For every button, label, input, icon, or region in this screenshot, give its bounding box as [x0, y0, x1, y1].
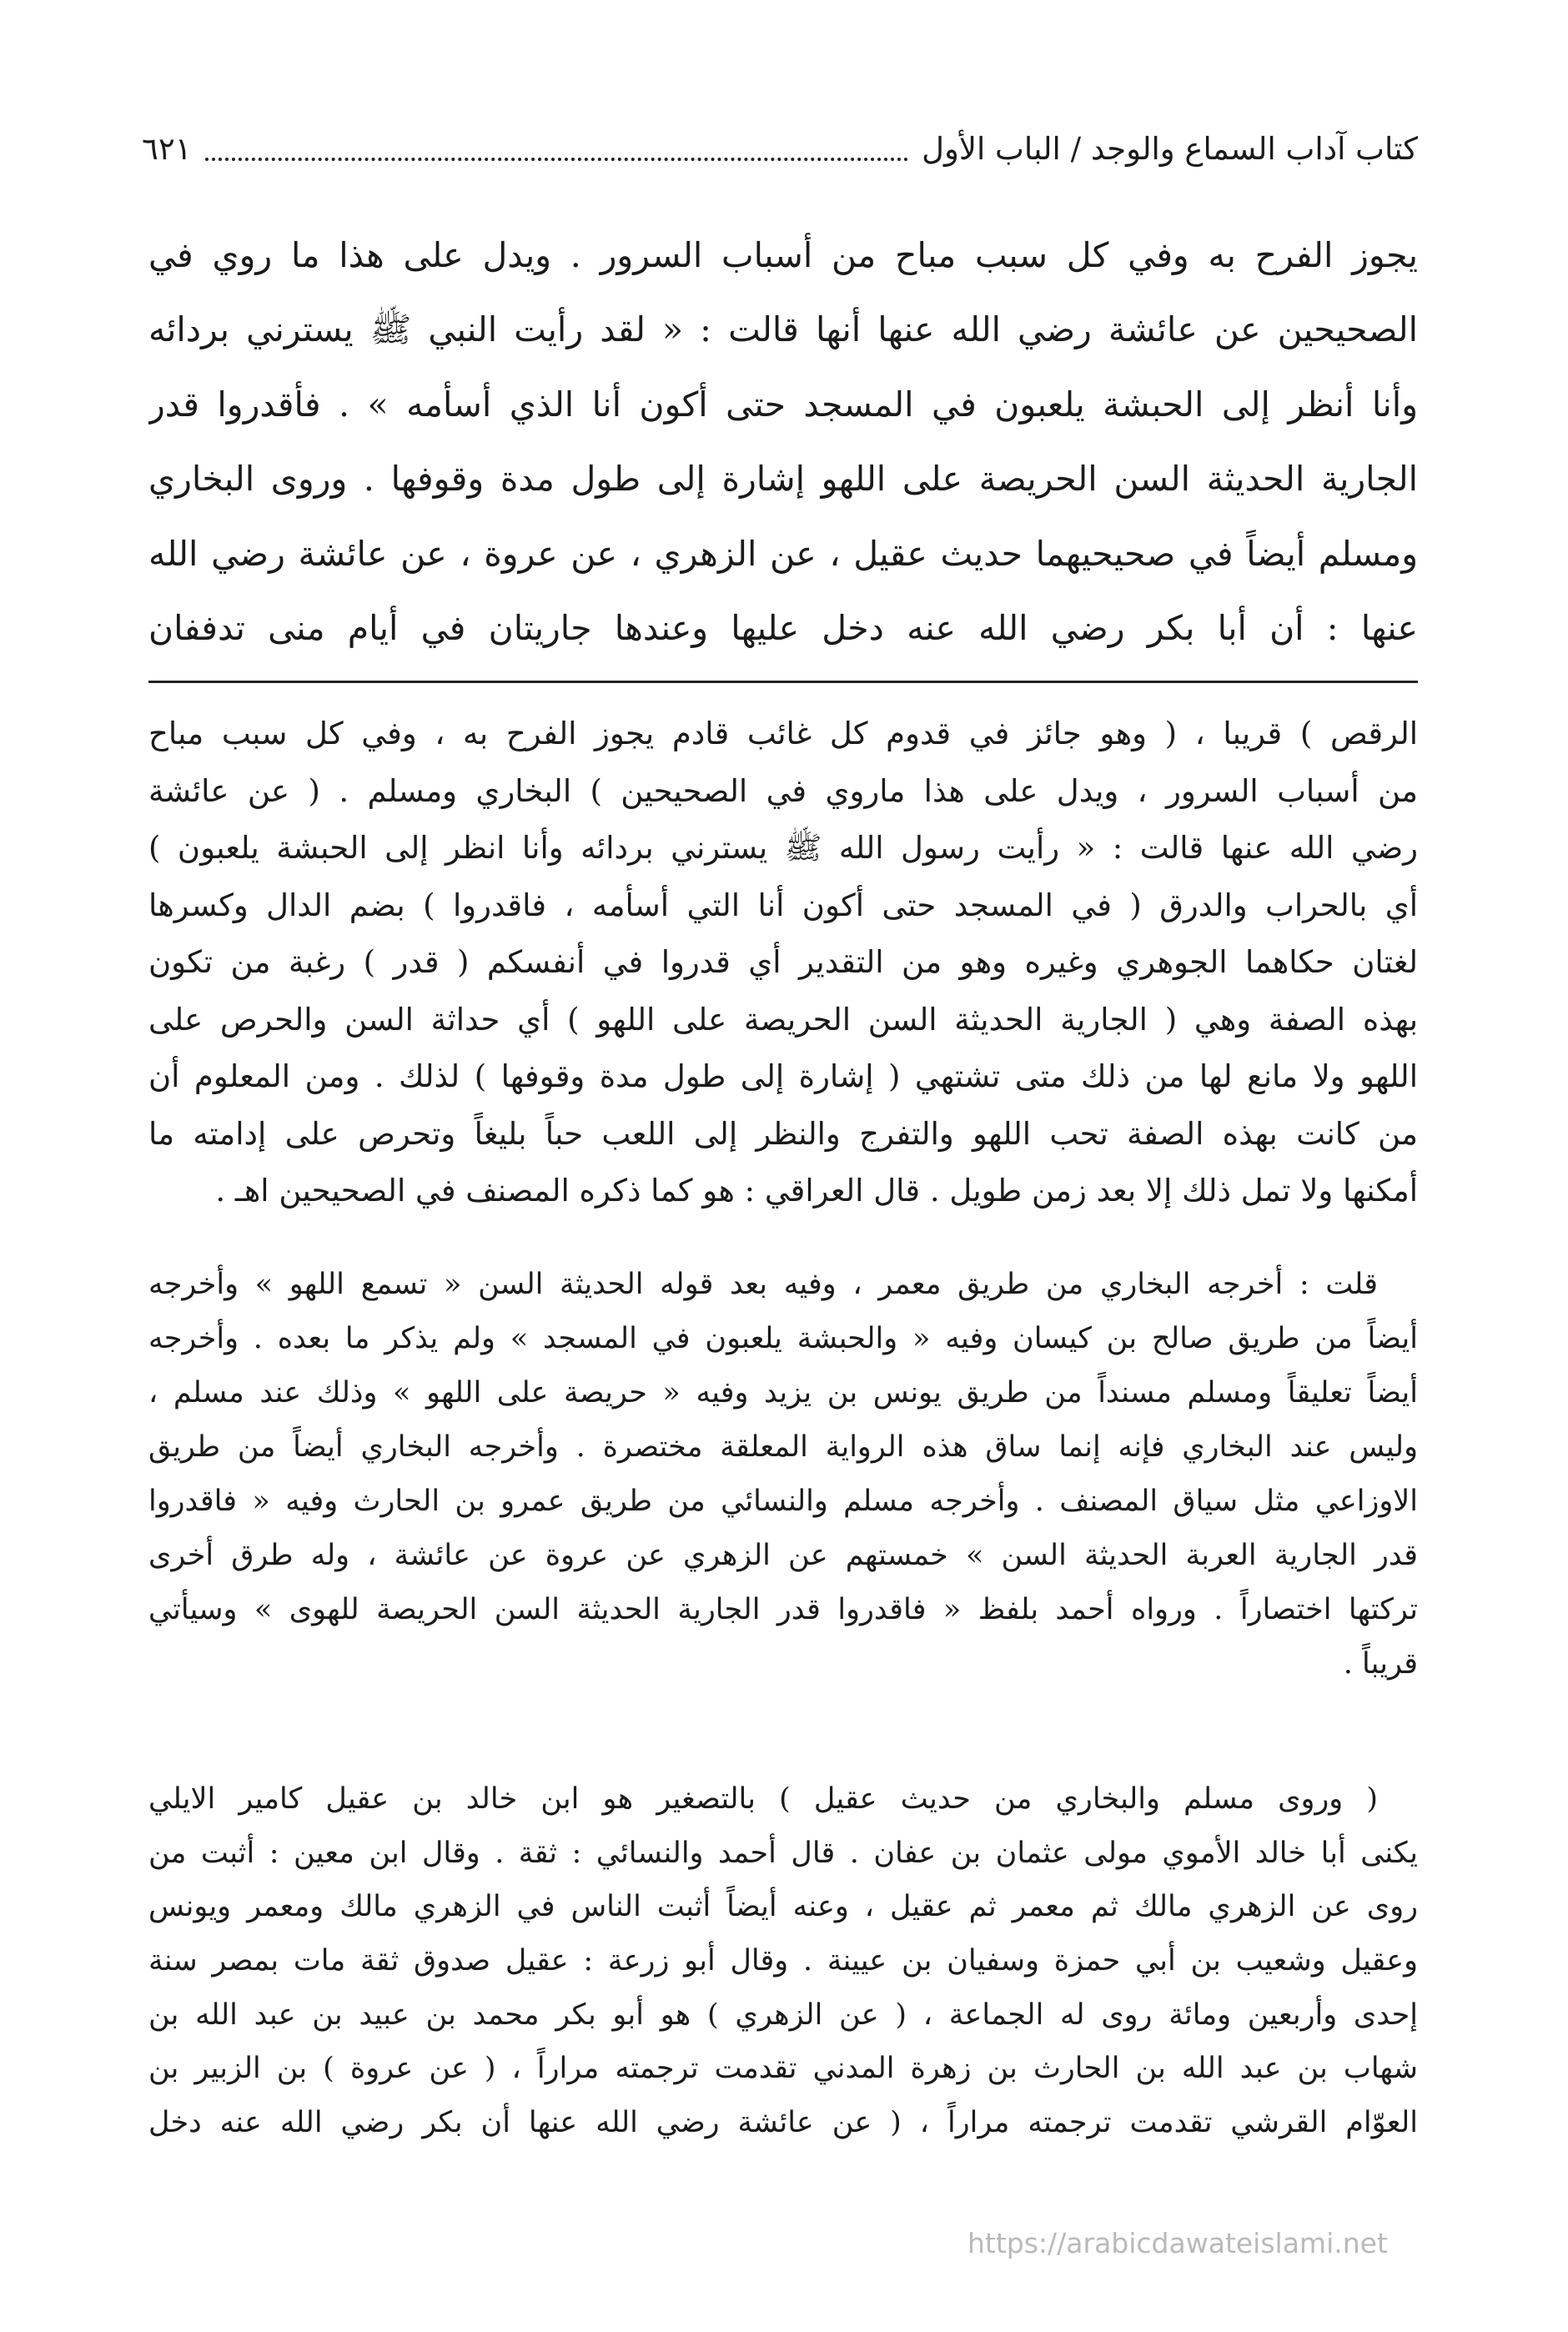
commentary-line: إحدى وأربعين ومائة روى له الجماعة ، ( عن الزهري ) هو أبو بكر محمد بن عبيد بن عبد الله بن — [148, 1998, 1418, 2032]
running-title: كتاب آداب السماع والوجد / الباب الأول — [922, 130, 1418, 167]
commentary-line: الرقص ) قريبا ، ( وهو جائز في قدوم كل غائب قادم يجوز الفرح به ، وفي كل سبب مباح — [148, 716, 1418, 751]
commentary-line: يكنى أبا خالد الأموي مولى عثمان بن عفان . قال أحمد والنسائي : ثقة . وقال ابن معين : أثبت من — [148, 1836, 1418, 1870]
dotted-leader — [205, 136, 909, 161]
main-text-line: الجارية الحديثة السن الحريصة على اللهو إشارة إلى طول مدة وقوفها . وروى البخاري — [148, 459, 1418, 500]
text-separator-rule — [148, 681, 1418, 683]
commentary-line: أي بالحراب والدرق ( في المسجد حتى أكون أنا التي أسأمه ، فاقدروا ) بضم الدال وكسرها — [148, 887, 1418, 923]
commentary-line: تركتها اختصاراً . ورواه أحمد بلفظ « فاقدروا قدر الجارية الحديثة السن الحريصة للهوى » وسيأتي — [148, 1593, 1418, 1626]
commentary-line: أيضاً تعليقاً ومسلم مسنداً من طريق يونس بن يزيد وفيه « حريصة على اللهو » وذلك عند مسلم ، — [148, 1376, 1418, 1410]
commentary-line: من كانت بهذه الصفة تحب اللهو والتفرج والنظر إلى اللعب حباً بليغاً وتحرص على إدامته ما — [148, 1115, 1418, 1152]
commentary-line: العوّام القرشي تقدمت ترجمته مراراً ، ( عن عائشة رضي الله عنها أن بكر رضي الله عنه دخل — [148, 2106, 1418, 2140]
main-text-line: الصحيحين عن عائشة رضي الله عنها أنها قالت : « لقد رأيت النبي ﷺ يسترني بردائه — [148, 309, 1418, 350]
commentary-paragraph-3 — [148, 1772, 1418, 2150]
commentary-line: أمكنها ولا تمل ذلك إلا بعد زمن طويل . قال العراقي : هو كما ذكره المصنف في الصحيحين اهـ . — [215, 1173, 1418, 1209]
commentary-line: وعقيل وشعيب بن أبي حمزة وسفيان بن عيينة . وقال أبو زرعة : عقيل صدوق ثقة مات بمصر سنة — [148, 1944, 1418, 1978]
source-watermark: https://arabicdawateislami.net — [967, 2227, 1388, 2259]
commentary-line: قريباً . — [1343, 1647, 1418, 1681]
commentary-line: وليس عند البخاري فإنه إنما ساق هذه الرواية المعلقة مختصرة . وأخرجه البخاري أيضاً من طريق — [148, 1430, 1418, 1464]
main-text-line: وأنا أنظر إلى الحبشة يلعبون في المسجد حتى أكون أنا الذي أسأمه » . فأقدروا قدر — [148, 384, 1418, 425]
commentary-line: بهذه الصفة وهي ( الجارية الحديثة السن الحريصة على اللهو ) أي حداثة السن والحرص على — [148, 1001, 1418, 1038]
commentary-line: الاوزاعي مثل سياق المصنف . وأخرجه مسلم والنسائي من طريق عمرو بن الحارث وفيه « فاقدروا — [148, 1485, 1418, 1518]
page-number: ٦٢١ — [142, 130, 192, 167]
commentary-line: أيضاً من طريق صالح بن كيسان وفيه « والحبشة يلعبون في المسجد » ولم يذكر ما بعده . وأخرجه — [148, 1322, 1418, 1355]
commentary-line: شهاب بن عبد الله بن الحارث بن زهرة المدني تقدمت ترجمته مراراً ، ( عن عروة ) بن الزبير بن — [148, 2052, 1418, 2086]
commentary-line: من أسباب السرور ، ويدل على هذا ماروي في الصحيحين ) البخاري ومسلم . ( عن عائشة — [148, 772, 1418, 809]
commentary-line: اللهو ولا مانع لها من ذلك متى تشتهي ( إشارة إلى طول مدة وقوفها ) لذلك . ومن المعلوم أن — [148, 1058, 1418, 1094]
main-text-line: يجوز الفرح به وفي كل سبب مباح من أسباب السرور . ويدل على هذا ما روي في — [148, 235, 1418, 275]
commentary-paragraph-1 — [148, 706, 1418, 1220]
commentary-line: قلت : أخرجه البخاري من طريق معمر ، وفيه بعد قوله الحديثة السن « تسمع اللهو » وأخرجه — [148, 1268, 1378, 1301]
commentary-line: ( وروى مسلم والبخاري من حديث عقيل ) بالتصغير هو ابن خالد بن عقيل كامير الايلي — [148, 1782, 1378, 1816]
commentary-paragraph-2 — [148, 1258, 1418, 1691]
commentary-line: قدر الجارية العربة الحديثة السن » خمستهم عن الزهري عن عروة عن عائشة ، وله طرق أخرى — [148, 1539, 1418, 1572]
running-header — [142, 123, 1418, 173]
commentary-line: روى عن الزهري مالك ثم معمر ثم عقيل ، وعنه أيضاً أثبت الناس في الزهري مالك ومعمر ويونس — [148, 1890, 1418, 1924]
commentary-line: لغتان حكاهما الجوهري وغيره وهو من التقدير أي قدروا في أنفسكم ( قدر ) رغبة من تكون — [148, 944, 1418, 980]
main-text-line: عنها : أن أبا بكر رضي الله عنه دخل عليها وعندها جاريتان في أيام منى تدففان — [148, 607, 1418, 648]
commentary-line: رضي الله عنها قالت : « رأيت رسول الله ﷺ يسترني بردائه وأنا انظر إلى الحبشة يلعبون ) — [148, 830, 1418, 866]
main-text-line: ومسلم أيضاً في صحيحيهما حديث عقيل ، عن الزهري ، عن عروة ، عن عائشة رضي الله — [148, 533, 1418, 574]
main-text-block — [148, 219, 1418, 667]
